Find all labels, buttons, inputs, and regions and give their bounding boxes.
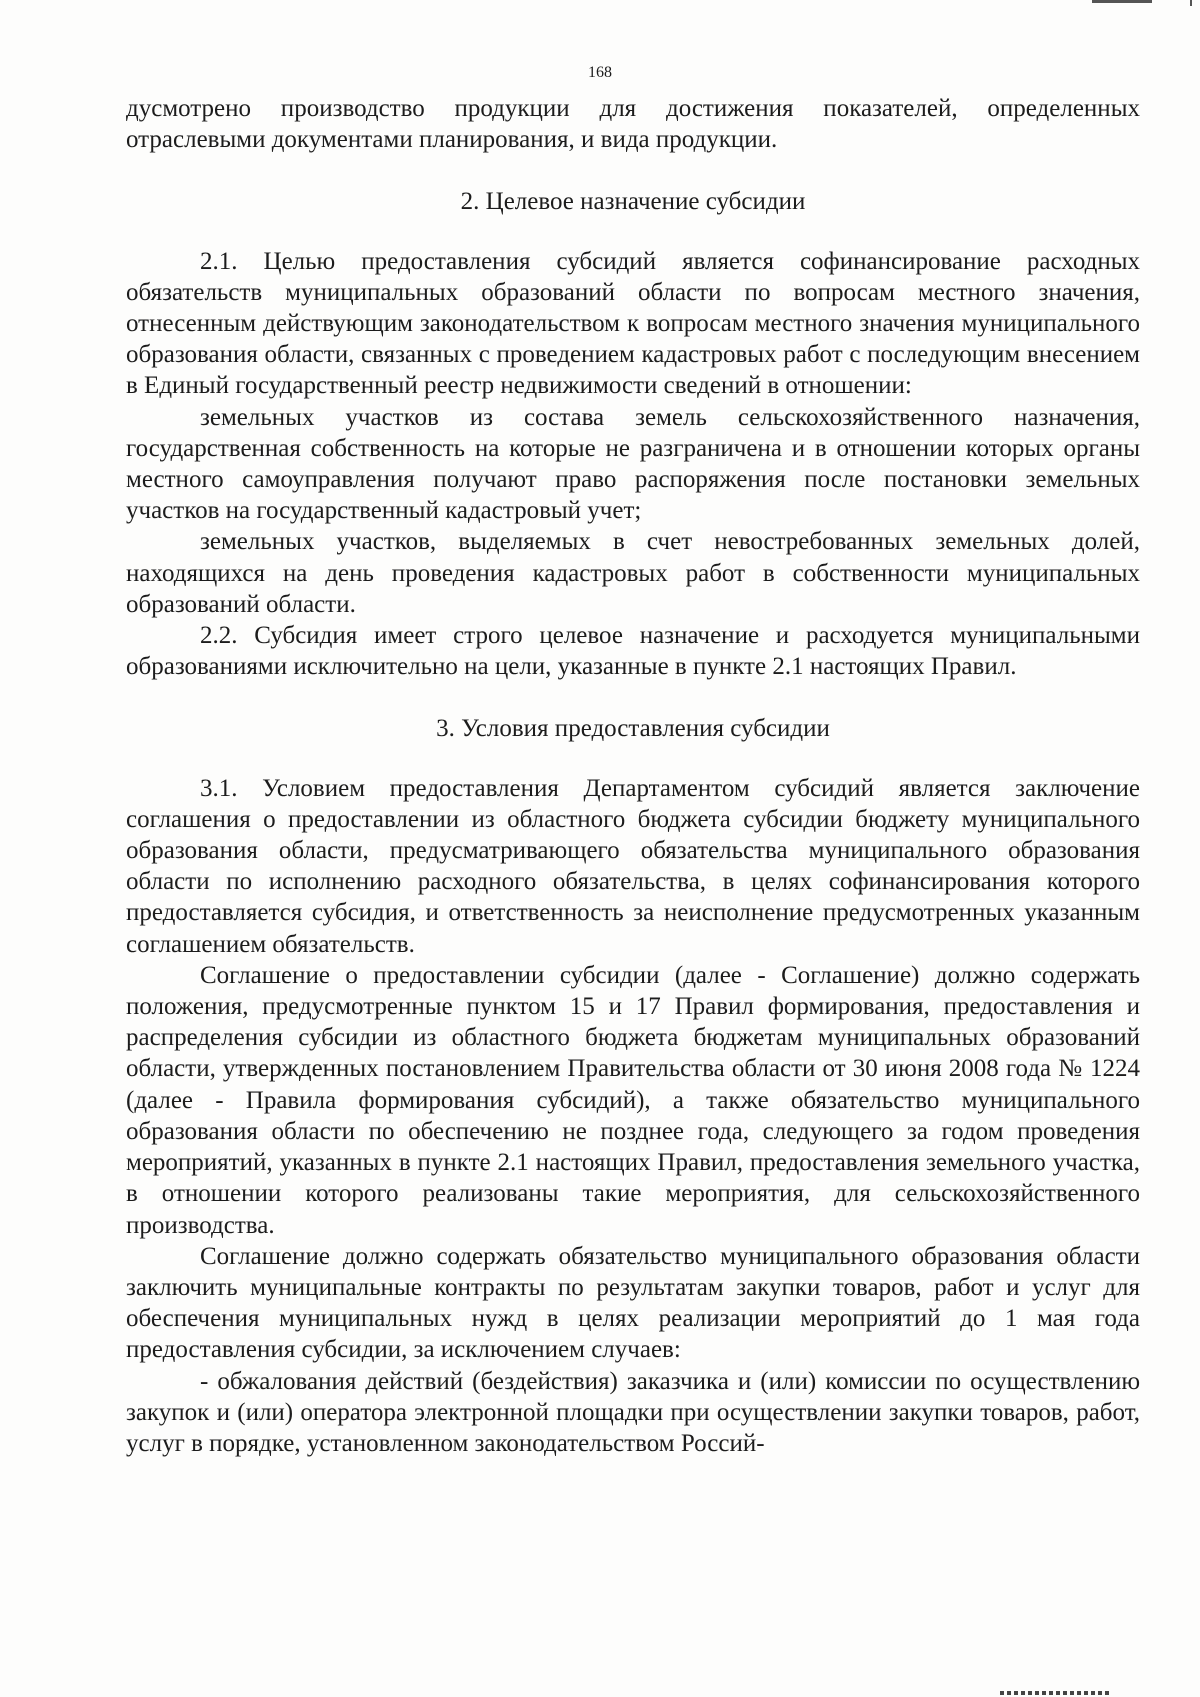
section-2-heading: 2. Целевое назначение субсидии (460, 188, 806, 216)
paragraph-2-1-item-2: земельных участков, выделяемых в счет невостребованных земельных долей, находящихся на день проведения кадастровых работ в собственности муниципальных образований области. (126, 528, 1140, 618)
paragraph-2-1-item-1: земельных участков из состава земель сельскохозяйственного назначения, государственная собственность на которые не разграничена и в отношении которых органы местного самоуправления получают право распоряжения после постановки земельных участков на государственный кадастровый учет; (126, 403, 1140, 525)
paragraph-3-1-contracts: Соглашение должно содержать обязательство муниципального образования области заключить муниципальные контракты по результатам закупки товаров, работ и услуг для обеспечения муниципальных нужд в целях реализации мероприятий до 1 мая года предоставления субсидии, за исключением случаев: (126, 1242, 1140, 1364)
scan-artifact-bottom (1000, 1691, 1110, 1695)
paragraph-3-1: 3.1. Условием предоставления Департаментом субсидий является заключение соглашения о предоставлении из областного бюджета субсидии бюджету муниципального образования области, предусматривающего обязательства муниципального образования области по исполнению расходного обязательства, в целях софинансирования которого предоставляется субсидия, и ответственность за неисполнение предусмотренных указанным соглашением обязательств. (126, 774, 1140, 958)
intro-paragraph: дусмотрено производство продукции для достижения показателей, определенных отраслевыми документами планирования, и вида продукции. (126, 95, 1140, 154)
paragraph-3-1-exception-1: - обжалования действий (бездействия) заказчика и (или) комиссии по осуществлению закупок и (или) оператора электронной площадки при осуществлении закупки товаров, работ, услуг в порядке, установленном законодательством Россий- (126, 1367, 1140, 1457)
paragraph-2-1: 2.1. Целью предоставления субсидий является софинансирование расходных обязательств муниципальных образований области по вопросам местного значения, отнесенным действующим законодательством к вопросам местного значения муниципального образования области, связанных с проведением кадастровых работ с последующим внесением в Единый государственный реестр недвижимости сведений в отношении: (126, 247, 1140, 400)
paragraph-2-2: 2.2. Субсидия имеет строго целевое назначение и расходуется муниципальными образованиями исключительно на цели, указанные в пункте 2.1 настоящих Правил. (126, 622, 1140, 681)
page-number: 168 (588, 64, 612, 81)
section-3-heading: 3. Условия предоставления субсидии (436, 715, 830, 743)
document-body (126, 93, 1140, 1459)
paragraph-3-1-agreement: Соглашение о предоставлении субсидии (далее - Соглашение) должно содержать положения, предусмотренные пунктом 15 и 17 Правил формирования, предоставления и распределения субсидии из областного бюджета бюджетам муниципальных образований области, утвержденных постановлением Правительства области от 30 июня 2008 года № 1224 (далее - Правила формирования субсидий), а также обязательство муниципального образования области по обеспечению не позднее года, следующего за годом проведения мероприятий, указанных в пункте 2.1 настоящих Правил, предоставления земельного участка, в отношении которого реализованы такие мероприятия, для сельскохозяйственного производства. (126, 961, 1140, 1239)
scan-artifact-top (1062, 0, 1192, 6)
